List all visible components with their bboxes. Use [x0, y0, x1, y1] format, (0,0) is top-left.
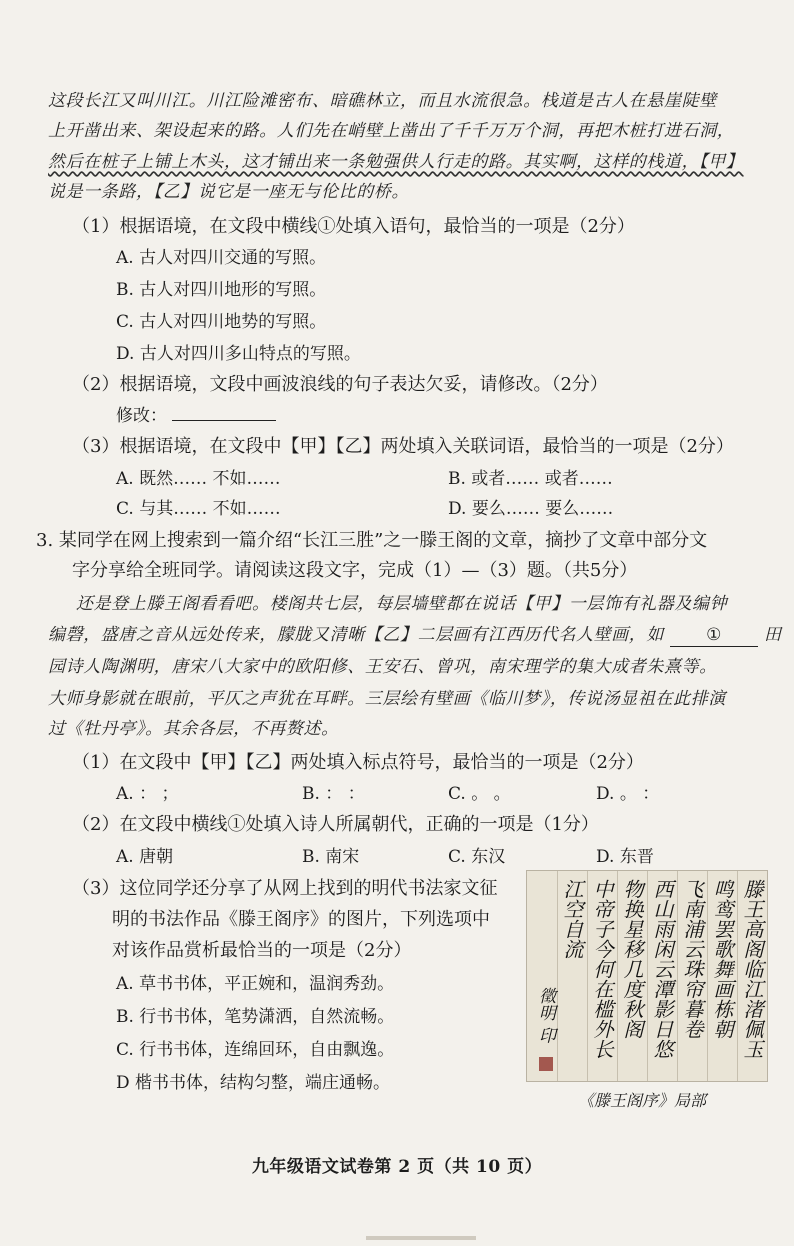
q2-sub1-option-b: B. 古人对四川地形的写照。 — [116, 280, 327, 300]
q3-sub3-stem-2: 明的书法作品《滕王阁序》的图片，下列选项中 — [112, 909, 490, 930]
q2-sub3-option-c: C. 与其…… 不如…… — [116, 499, 281, 519]
calligraphy-image — [526, 870, 768, 1082]
q3-sub1-option-b: B. ： ： — [302, 784, 365, 804]
wavy-sentence: 然后在桩子上铺上木头，这才铺出来一条勉强供人行走的路。其实啊，这样的栈道，【甲】 — [48, 152, 744, 172]
q3-sub1-option-c: C. 。 。 — [448, 784, 511, 804]
q3-sub1-option-d: D. 。 ： — [596, 784, 660, 804]
callig-col-3: 飞南浦云珠帘暮卷 — [680, 879, 704, 1039]
q3-sub2-stem: （2）在文段中横线①处填入诗人所属朝代，正确的一项是（1分） — [72, 814, 599, 835]
passage1-line-2: 上开凿出来、架设起来的路。人们先在峭壁上凿出了千千万万个洞，再把木桩打进石洞， — [48, 121, 735, 141]
q2-sub3-option-d: D. 要么…… 要么…… — [448, 499, 614, 519]
callig-signature: 徵明 印 — [535, 987, 555, 1044]
page-edge-mark — [366, 1236, 476, 1240]
q2-sub3-option-b: B. 或者…… 或者…… — [448, 469, 613, 489]
seal-stamp — [539, 1057, 553, 1071]
q3-sub3-option-d: D 楷书书体，结构匀整，端庄通畅。 — [116, 1073, 391, 1093]
callig-col-5: 物换星移几度秋阁 — [620, 879, 644, 1039]
q3-sub3-option-c: C. 行书书体，连绵回环，自由飘逸。 — [116, 1040, 395, 1060]
q2-sub1-option-c: C. 古人对四川地势的写照。 — [116, 312, 327, 332]
callig-col-7: 江空自流 — [560, 879, 584, 959]
q3-sub3-option-a: A. 草书书体，平正婉和，温润秀劲。 — [116, 974, 395, 994]
calligraphy-caption: 《滕王阁序》局部 — [578, 1091, 707, 1110]
q2-sub2-stem: （2）根据语境，文段中画波浪线的句子表达欠妥，请修改。（2分） — [72, 374, 608, 395]
q3-sub2-option-b: B. 南宋 — [302, 847, 360, 867]
q2-sub2-answer — [116, 405, 276, 427]
passage1-line-4: 说是一条路，【乙】说它是一座无与伦比的桥。 — [48, 182, 410, 202]
q3-passage-line-2-tail: 田 — [764, 625, 782, 645]
q3-passage-line-5: 过《牡丹亭》。其余各层，不再赘述。 — [48, 719, 339, 739]
q3-sub3-option-b: B. 行书书体，笔势潇洒，自然流畅。 — [116, 1007, 395, 1027]
passage1-line-3 — [48, 151, 758, 173]
q3-sub2-option-c: C. 东汉 — [448, 847, 506, 867]
q3-passage-line-4: 大师身影就在眼前，平仄之声犹在耳畔。三层绘有壁画《临川梦》，传说汤显祖在此排演 — [48, 689, 726, 709]
q3-sub2-option-a: A. 唐朝 — [116, 847, 174, 867]
answer-label: 修改： — [116, 406, 167, 426]
q3-sub2-option-d: D. 东晋 — [596, 847, 654, 867]
q3-passage-line-2-text: 编磬，盛唐之音从远处传来，朦胧又清晰【乙】二层画有江西历代名人壁画，如 — [48, 625, 664, 645]
q3-sub3-stem-3: 对该作品赏析最恰当的一项是（2分） — [112, 940, 412, 961]
q3-sub1-option-a: A. ： ； — [116, 784, 179, 804]
q2-sub1-option-a: A. 古人对四川交通的写照。 — [116, 248, 327, 268]
blank-1: ① — [670, 624, 758, 647]
callig-col-1: 滕王高阁临江渚佩玉 — [740, 879, 764, 1059]
q3-passage-line-3: 园诗人陶渊明，唐宋八大家中的欧阳修、王安石、曾巩，南宋理学的集大成者朱熹等。 — [48, 657, 717, 677]
passage1-line-1: 这段长江又叫川江。川江险滩密布、暗礁林立，而且水流很急。栈道是古人在悬崖陡壁 — [48, 91, 717, 111]
callig-col-4: 西山雨闲云潭影日悠 — [650, 879, 674, 1059]
q3-sub3-stem-1: （3）这位同学还分享了从网上找到的明代书法家文征 — [72, 878, 498, 899]
q3-sub1-stem: （1）在文段中【甲】【乙】两处填入标点符号，最恰当的一项是（2分） — [72, 752, 644, 773]
answer-blank — [172, 406, 276, 421]
q3-intro-line-2: 字分享给全班同学。请阅读这段文字，完成（1）—（3）题。（共5分） — [72, 560, 638, 581]
q3-passage-line-2 — [48, 624, 782, 647]
q2-sub1-stem: （1）根据语境，在文段中横线①处填入语句，最恰当的一项是（2分） — [72, 216, 635, 237]
q2-sub1-option-d: D. 古人对四川多山特点的写照。 — [116, 344, 361, 364]
q3-passage-line-1: 还是登上滕王阁看看吧。楼阁共七层，每层墙壁都在说话【甲】一层饰有礼器及编钟 — [76, 594, 728, 614]
q3-intro-line-1: 3. 某同学在网上搜索到一篇介绍“长江三胜”之一滕王阁的文章，摘抄了文章中部分文 — [36, 530, 708, 551]
callig-col-6: 中帝子今何在槛外长 — [590, 879, 614, 1059]
callig-col-2: 鸣鸾罢歌舞画栋朝 — [710, 879, 734, 1039]
q2-sub3-option-a: A. 既然…… 不如…… — [116, 469, 281, 489]
page-footer: 九年级语文试卷第 2 页（共 10 页） — [251, 1157, 543, 1177]
q2-sub3-stem: （3）根据语境，在文段中【甲】【乙】两处填入关联词语，最恰当的一项是（2分） — [72, 436, 734, 457]
